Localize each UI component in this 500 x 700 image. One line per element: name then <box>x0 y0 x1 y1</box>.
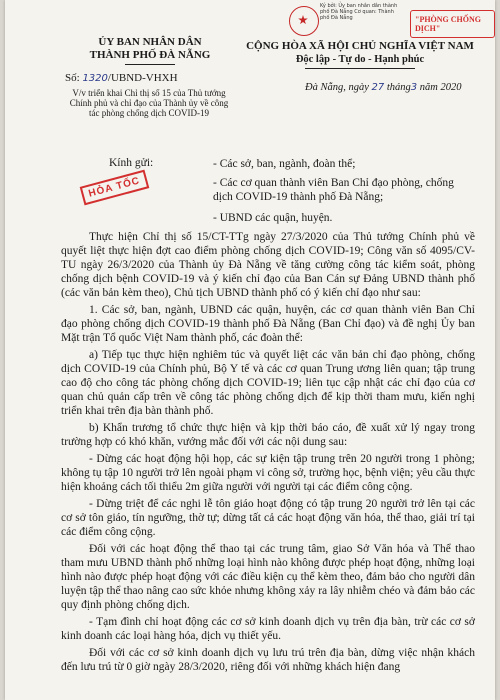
recipient-item: - Các cơ quan thành viên Ban Chỉ đạo phòng, chống dịch COVID-19 thành phố Đà Nẵng; <box>213 177 454 203</box>
recipient-item: - Các sở, ban, ngành, đoàn thể; <box>213 158 356 170</box>
body-paragraph: - Tạm đình chỉ hoạt động các cơ sở kinh doanh dịch vụ trên địa bàn, trừ các cơ sở kinh doanh các loại hàng hóa, dịch vụ thiết yếu. <box>61 616 475 642</box>
body-paragraph: - Dừng các hoạt động hội họp, các sự kiện tập trung trên 20 người trong 1 phòng; không tụ tập 10 người trở lên ngoài phạm vi công sở, trường học, bệnh viện; yêu cầu thực hiện khoảng cách tối thiểu 2m giữa người với người tại các điểm công cộng. <box>61 453 475 493</box>
body-paragraph: Đối với các hoạt động thể thao tại các trung tâm, giao Sở Văn hóa và Thể thao tham mưu UBND thành phố những loại hình nào không được phép hoạt động, những loại hình nào được phép hoạt động với các điều kiện cụ thể kèm theo, đảm bảo cho người dân luyện tập thể thao nâng cao sức khỏe nhưng không xảy ra lây nhiễm chéo và đảm bảo các quy định phòng chống dịch. <box>61 543 475 611</box>
issue-date: Đà Nẵng, ngày 27 tháng3 năm 2020 <box>305 82 462 93</box>
national-header <box>245 40 475 69</box>
header-right-underline <box>305 68 415 69</box>
hoa-toc-stamp: HỎA TỐC <box>80 170 149 206</box>
national-motto: Độc lập - Tự do - Hạnh phúc <box>295 54 425 65</box>
recipient-item: - UBND các quận, huyện. <box>213 212 333 224</box>
body-paragraph: b) Khẩn trương tổ chức thực hiện và kịp thời báo cáo, đề xuất xử lý ngay trong trường hợp có khó khăn, vướng mắc đối với các nội dung sau: <box>61 422 475 448</box>
body-paragraph: 1. Các sở, ban, ngành, UBND các quận, huyện, các cơ quan thành viên Ban Chỉ đạo phòng chống dịch COVID-19 thành phố Đà Nẵng (Ban Chỉ đạo) và đề nghị Ủy ban Mặt trận Tổ quốc Việt Nam thành phố, các đoàn thể: <box>61 304 475 344</box>
header-left-underline <box>125 64 175 65</box>
handwritten-day: 27 <box>371 82 385 93</box>
org-line-1: ỦY BAN NHÂN DÂN <box>98 36 202 48</box>
body-paragraph: - Dừng triệt để các nghi lễ tôn giáo hoạt động có tập trung 20 người trở lên tại các cơ sở tôn giáo, tín ngưỡng, thờ tự; dừng tất cả các hoạt động văn hóa, thể thao, giải trí tại các điểm công cộng. <box>61 498 475 538</box>
greeting: Kính gửi: <box>109 157 154 169</box>
document-number: Số: 1320/UBND-VHXH <box>65 72 178 84</box>
handwritten-month: 3 <box>410 82 418 93</box>
body-paragraph: Đối với các cơ sở kinh doanh dịch vụ lưu trú trên địa bàn, dừng việc nhận khách đến lưu trú từ 0 giờ ngày 28/3/2020, riêng đối với những khách hiện đang <box>61 647 475 673</box>
handwritten-number: 1320 <box>82 73 108 84</box>
body-paragraph: a) Tiếp tục thực hiện nghiêm túc và quyết liệt các văn bản chỉ đạo phòng, chống dịch COVID-19 của Chính phủ, Bộ Y tế và các cơ quan Trung ương liên quan; tập trung cao độ cho công tác phòng chống dịch COVID-19; liên tục cập nhật các chỉ đạo của cơ quan chủ quản cấp trên về công tác phòng chống dịch để kịp thời tham mưu, kiến nghị triển khai trên địa bàn thành phố. <box>61 349 475 417</box>
digital-signature-box: Ký bởi: Ủy ban nhân dân thành phố Đà Nẵng Cơ quan: Thành phố Đà Nẵng <box>320 3 398 21</box>
nation-title: CỘNG HÒA XÃ HỘI CHỦ NGHĨA VIỆT NAM <box>246 40 474 52</box>
org-line-2: THÀNH PHỐ ĐÀ NẴNG <box>89 49 211 61</box>
document-page <box>5 0 495 700</box>
phong-chong-dich-stamp: "PHÒNG CHỐNG DỊCH" <box>410 10 495 38</box>
issuing-authority <box>65 36 235 65</box>
document-body <box>61 230 475 677</box>
body-paragraph: Thực hiện Chỉ thị số 15/CT-TTg ngày 27/3/2020 của Thủ tướng Chính phủ về quyết liệt thực hiện đợt cao điểm phòng chống dịch COVID-19; Công văn số 4095/CV-TU ngày 26/3/2020 của Thành ủy Đà Nẵng về tăng cường công tác kiểm soát, phòng chống dịch bệnh COVID-19 và ý kiến chỉ đạo của Ban Cán sự Đảng UBND thành phố (các văn bản kèm theo), Chủ tịch UBND thành phố có ý kiến chỉ đạo như sau: <box>61 231 475 299</box>
red-seal-icon <box>289 6 319 36</box>
document-subject: V/v triển khai Chỉ thị số 15 của Thủ tướng Chính phủ và chỉ đạo của Thành ủy về công tác phòng chống dịch COVID-19 <box>69 88 229 118</box>
